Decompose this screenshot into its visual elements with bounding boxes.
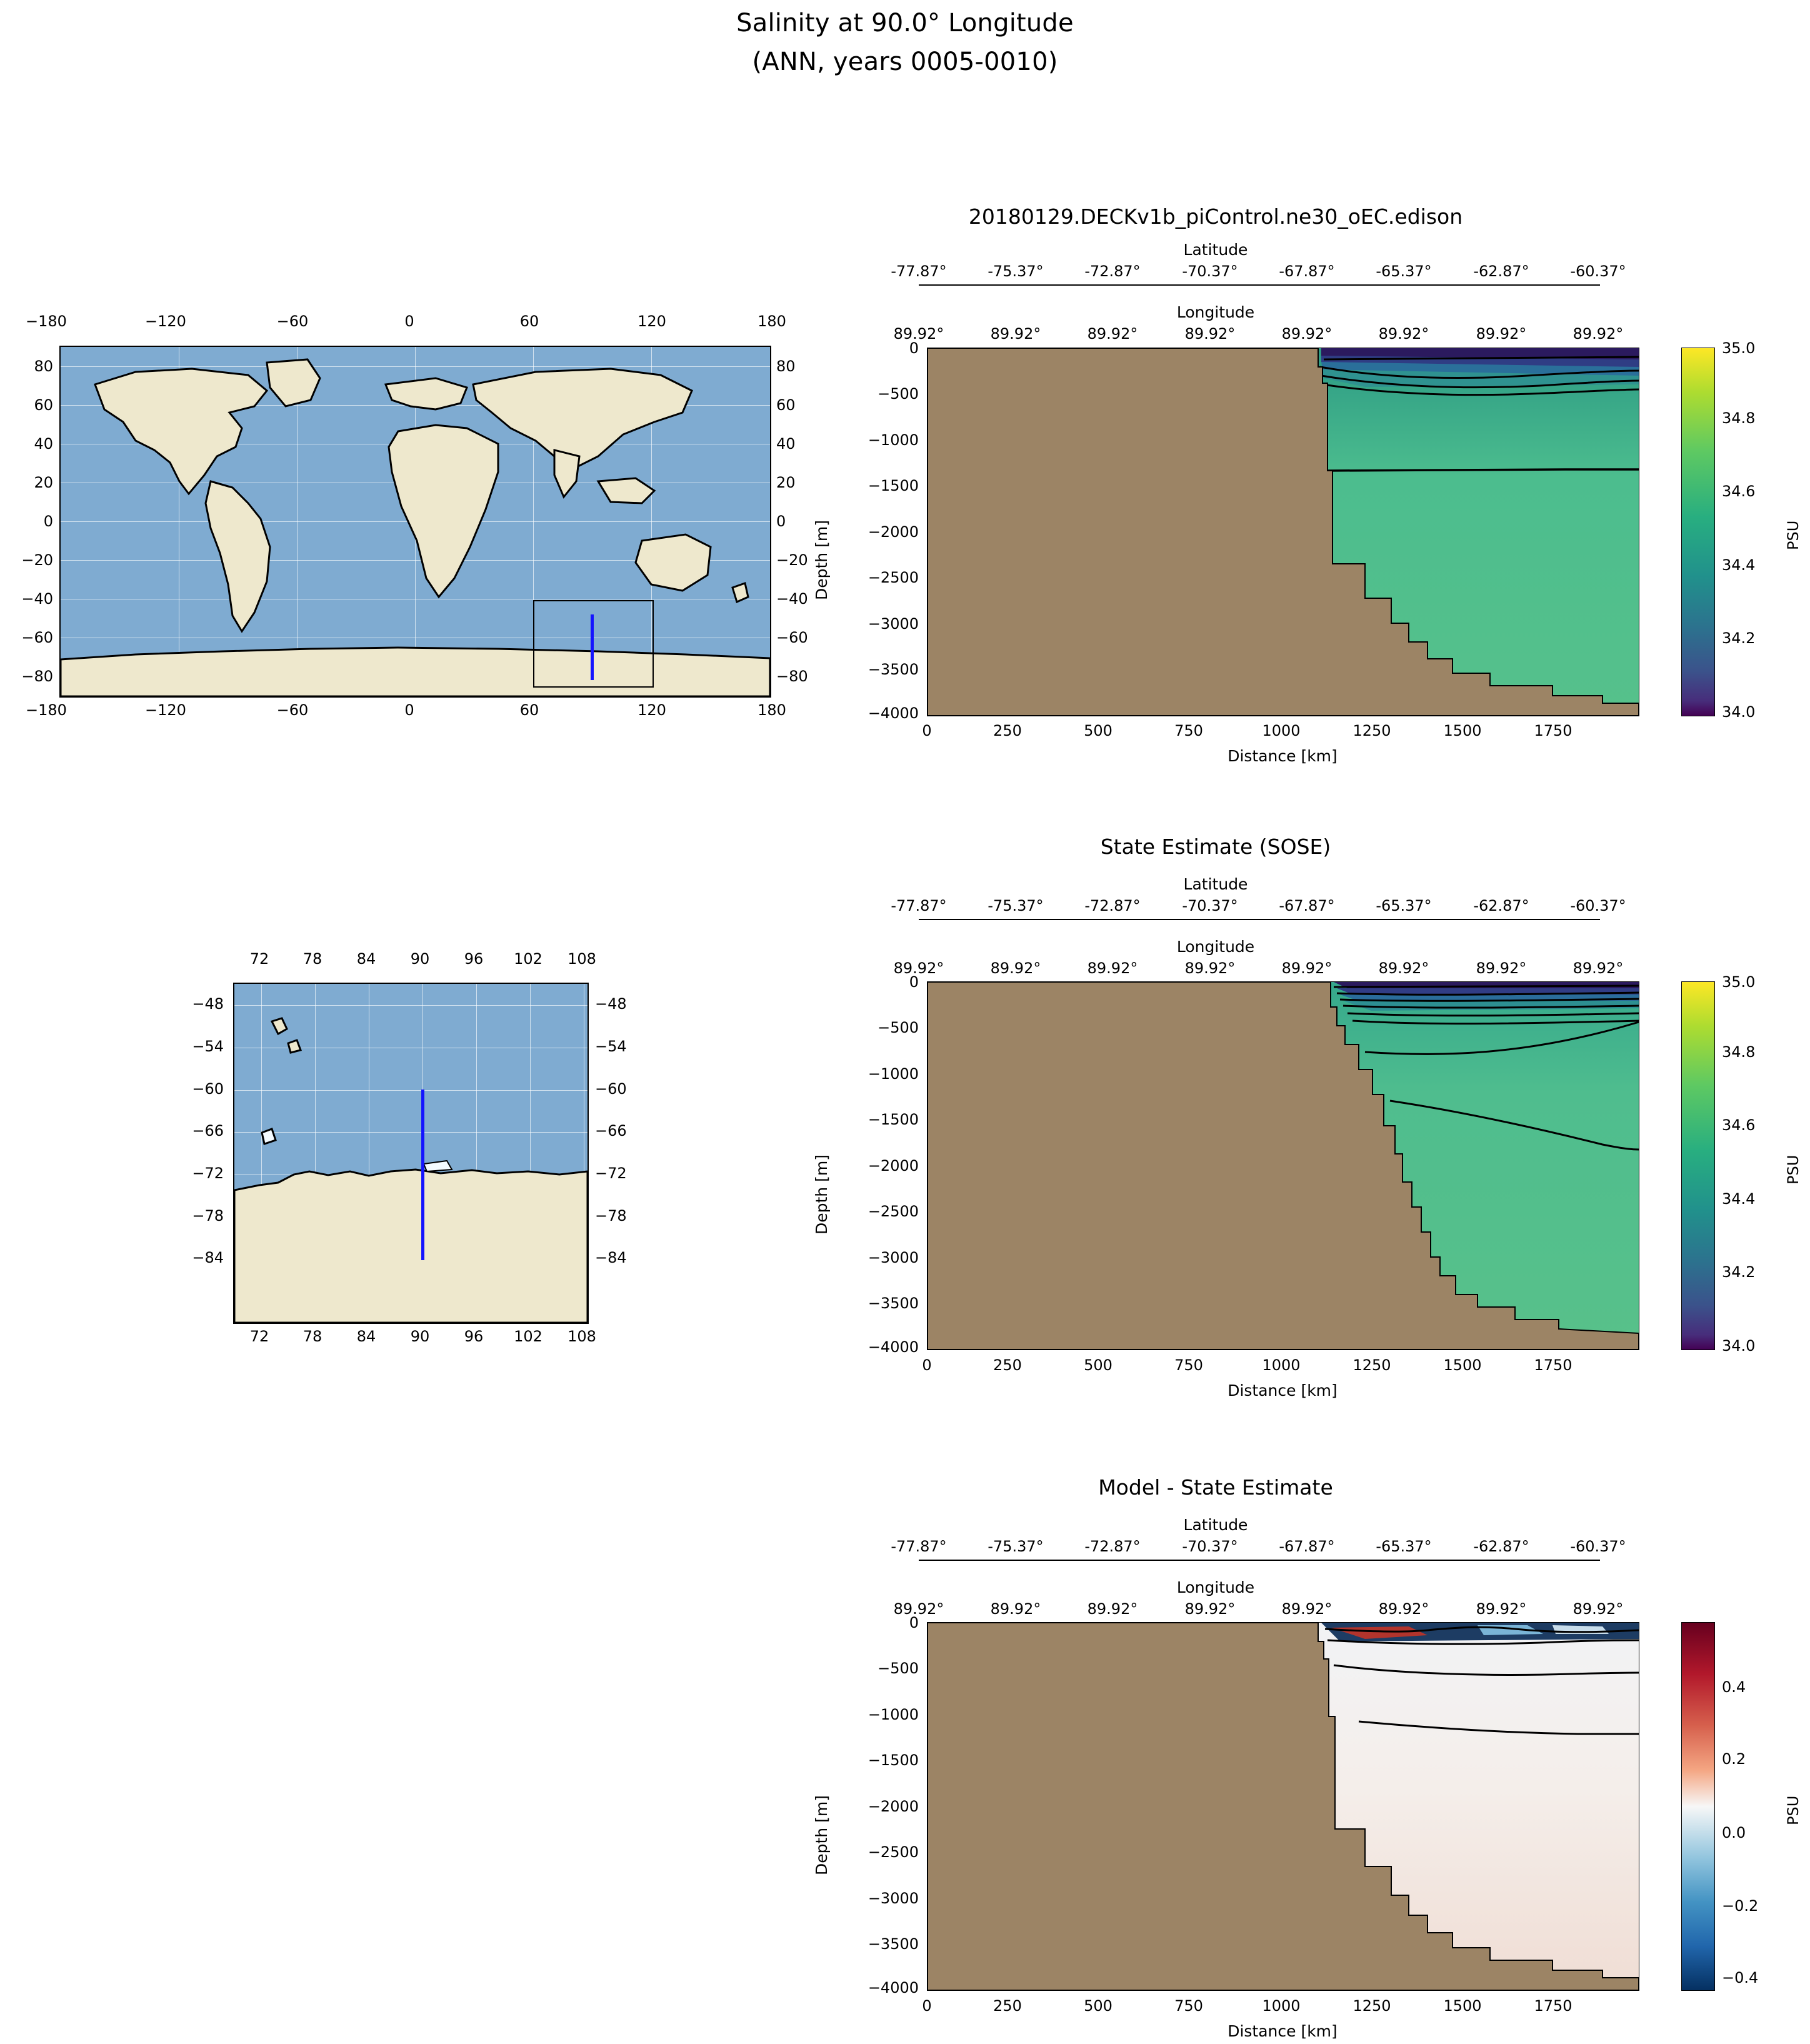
depth-tick: −4000 [868,704,919,722]
latitude-tick: -72.87° [1084,263,1141,280]
latitude-tick: -70.37° [1182,1538,1238,1555]
longitude-tick: 89.92° [1378,325,1429,343]
colorbar-tick: 34.4 [1722,556,1756,574]
colorbar [1681,1622,1715,1991]
region-map-ytick-left: −72 [192,1165,224,1182]
world-map-xtick-bottom: 0 [404,701,414,719]
region-map-coastlines [234,984,588,1323]
depth-tick: −500 [878,385,919,403]
world-map-ytick-left: −40 [21,590,53,608]
depth-tick: −3500 [868,1935,919,1953]
world-map-ytick-left: −20 [21,551,53,569]
world-map-ytick-left: 60 [34,396,53,414]
difference-cross-section-axes[interactable] [927,1622,1639,1991]
x-axis-label: Distance [km] [1228,2022,1338,2040]
depth-tick: 0 [909,1614,919,1631]
salinity-field [928,982,1639,1350]
region-map-frame[interactable] [233,983,589,1324]
colorbar-tick: 34.2 [1722,1263,1756,1281]
world-map-ytick-right: −80 [776,668,808,685]
longitude-tick: 89.92° [990,1600,1041,1618]
colorbar-tick: −0.2 [1722,1897,1759,1915]
distance-tick: 1000 [1262,722,1301,739]
panel-title: 20180129.DECKv1b_piControl.ne30_oEC.edison [968,204,1463,229]
region-map-xtick-top: 78 [302,950,322,968]
region-map-ytick-left: −54 [192,1038,224,1055]
colorbar-tick: 34.6 [1722,483,1756,500]
region-map-ytick-right: −60 [595,1080,627,1098]
depth-tick: −500 [878,1660,919,1677]
region-map-transect-line [421,1090,424,1260]
longitude-tick: 89.92° [1572,1600,1624,1618]
region-map-xtick-top: 90 [410,950,430,968]
region-map-ytick-right: −72 [595,1165,627,1182]
longitude-tick: 89.92° [1087,1600,1138,1618]
distance-tick: 1000 [1262,1997,1301,2015]
salinity-field [928,348,1639,716]
latitude-axis-line [919,284,1600,286]
region-map-xtick-bottom: 78 [302,1328,322,1345]
depth-tick: −2500 [868,1203,919,1220]
region-map-xtick-bottom: 96 [464,1328,484,1345]
distance-tick: 1250 [1352,1997,1391,2015]
distance-tick: 1750 [1534,1356,1572,1374]
colorbar-tick: 0.0 [1722,1824,1746,1841]
world-map-xtick-top: 180 [758,313,786,330]
colorbar-tick: 34.8 [1722,409,1756,427]
region-map-ytick-right: −66 [595,1122,627,1140]
latitude-tick: -60.37° [1570,1538,1626,1555]
region-map-xtick-bottom: 108 [568,1328,596,1345]
depth-tick: −3000 [868,615,919,633]
distance-tick: 0 [922,722,932,739]
distance-tick: 0 [922,1997,932,2015]
longitude-tick: 89.92° [1184,325,1236,343]
longitude-tick: 89.92° [893,1600,944,1618]
latitude-tick: -77.87° [891,897,947,914]
colorbar-tick: 0.2 [1722,1750,1746,1768]
model-cross-section-axes[interactable] [927,348,1639,716]
colorbar-tick: 34.0 [1722,703,1756,721]
latitude-tick: -62.87° [1473,263,1529,280]
distance-tick: 500 [1084,1356,1112,1374]
depth-tick: −3500 [868,661,919,678]
world-map-ytick-left: −60 [21,629,53,646]
latitude-tick: -70.37° [1182,263,1238,280]
world-map-ytick-left: 80 [34,358,53,375]
distance-tick: 1500 [1443,722,1482,739]
world-map-xtick-bottom: 120 [638,701,666,719]
depth-tick: −2500 [868,569,919,586]
latitude-tick: -72.87° [1084,897,1141,914]
region-map-xtick-bottom: 102 [514,1328,542,1345]
longitude-tick: 89.92° [1572,959,1624,977]
panel-title: State Estimate (SOSE) [1100,834,1331,859]
world-map-ytick-right: 40 [776,435,796,453]
region-map-ytick-left: −48 [192,995,224,1013]
region-map-xtick-top: 108 [568,950,596,968]
distance-tick: 1500 [1443,1997,1482,2015]
world-map-xtick-bottom: 180 [758,701,786,719]
longitude-tick: 89.92° [893,325,944,343]
x-axis-label: Distance [km] [1228,1381,1338,1400]
distance-tick: 1500 [1443,1356,1482,1374]
distance-tick: 1000 [1262,1356,1301,1374]
region-map-xtick-bottom: 84 [356,1328,376,1345]
depth-tick: −1000 [868,431,919,449]
depth-tick: −1000 [868,1706,919,1723]
depth-tick: −1500 [868,1751,919,1769]
longitude-tick: 89.92° [893,959,944,977]
depth-tick: −2000 [868,1157,919,1175]
distance-tick: 1250 [1352,1356,1391,1374]
longitude-tick: 89.92° [1281,959,1332,977]
world-map-xtick-top: −60 [276,313,309,330]
latitude-tick: -77.87° [891,1538,947,1555]
longitude-tick: 89.92° [1087,325,1138,343]
world-map-xtick-bottom: −120 [145,701,186,719]
latitude-tick: -67.87° [1279,897,1335,914]
depth-tick: −1500 [868,477,919,494]
world-map-ytick-right: 60 [776,396,796,414]
depth-tick: 0 [909,339,919,357]
top-axis-label: Latitude [1183,1516,1248,1534]
x-axis-label: Distance [km] [1228,747,1338,765]
colorbar-tick: 34.2 [1722,629,1756,647]
world-map-transect-line [591,614,594,680]
world-map-xtick-top: −180 [26,313,67,330]
world-map-ytick-right: 0 [776,513,786,530]
distance-tick: 1750 [1534,722,1572,739]
world-map-xtick-bottom: −60 [276,701,309,719]
world-map-ytick-left: 0 [43,513,53,530]
top-axis-label: Latitude [1183,875,1248,893]
latitude-tick: -67.87° [1279,263,1335,280]
region-map-ytick-left: −84 [192,1249,224,1266]
region-map-xtick-top: 102 [514,950,542,968]
depth-tick: −4000 [868,1979,919,1996]
longitude-tick: 89.92° [1281,325,1332,343]
latitude-axis-line [919,1560,1600,1561]
region-map-ytick-right: −54 [595,1038,627,1055]
colorbar-label: PSU [1784,1795,1802,1825]
depth-tick: −3500 [868,1295,919,1312]
region-map-xtick-bottom: 90 [410,1328,430,1345]
longitude-tick: 89.92° [1184,1600,1236,1618]
region-map-ytick-right: −78 [595,1207,627,1225]
colorbar-tick: 34.0 [1722,1337,1756,1355]
region-map-xtick-bottom: 72 [249,1328,269,1345]
distance-tick: 250 [993,722,1022,739]
distance-tick: 750 [1174,722,1203,739]
second-axis-label: Longitude [1176,303,1255,321]
longitude-tick: 89.92° [990,959,1041,977]
longitude-tick: 89.92° [1572,325,1624,343]
world-map-xtick-bottom: 60 [519,701,539,719]
region-map-xtick-top: 96 [464,950,484,968]
region-map-ytick-right: −84 [595,1249,627,1266]
colorbar-tick: 34.4 [1722,1190,1756,1208]
colorbar-tick: 34.6 [1722,1116,1756,1134]
depth-tick: −2500 [868,1843,919,1861]
colorbar [1681,348,1715,716]
longitude-tick: 89.92° [1087,959,1138,977]
latitude-tick: -60.37° [1570,897,1626,914]
depth-tick: −500 [878,1019,919,1036]
region-map-ytick-left: −60 [192,1080,224,1098]
longitude-tick: 89.92° [1476,1600,1527,1618]
colorbar [1681,981,1715,1350]
world-map-xtick-bottom: −180 [26,701,67,719]
difference-field [928,1623,1639,1990]
y-axis-label: Depth [m] [812,520,831,600]
sose-cross-section-axes[interactable] [927,981,1639,1350]
y-axis-label: Depth [m] [812,1155,831,1235]
y-axis-label: Depth [m] [812,1795,831,1875]
latitude-tick: -70.37° [1182,897,1238,914]
latitude-tick: -62.87° [1473,897,1529,914]
world-map-ytick-left: 40 [34,435,53,453]
figure-title-line2: (ANN, years 0005-0010) [752,48,1058,76]
distance-tick: 500 [1084,1997,1112,2015]
longitude-tick: 89.92° [1476,325,1527,343]
distance-tick: 0 [922,1356,932,1374]
world-map-frame[interactable] [59,346,771,698]
colorbar-tick: 35.0 [1722,973,1756,991]
world-map-xtick-top: −120 [145,313,186,330]
second-axis-label: Longitude [1176,1578,1255,1596]
region-map-xtick-top: 84 [356,950,376,968]
distance-tick: 500 [1084,722,1112,739]
world-map-ytick-right: −20 [776,551,808,569]
distance-tick: 1750 [1534,1997,1572,2015]
second-axis-label: Longitude [1176,938,1255,956]
distance-tick: 250 [993,1997,1022,2015]
world-map-ytick-right: 80 [776,358,796,375]
world-map-xtick-top: 60 [519,313,539,330]
figure-title-line1: Salinity at 90.0° Longitude [736,9,1074,38]
latitude-axis-line [919,919,1600,920]
world-map-ytick-right: −60 [776,629,808,646]
distance-tick: 750 [1174,1997,1203,2015]
world-map-xtick-top: 0 [404,313,414,330]
latitude-tick: -65.37° [1376,263,1432,280]
depth-tick: −2000 [868,1798,919,1815]
depth-tick: −1000 [868,1065,919,1083]
top-axis-label: Latitude [1183,241,1248,259]
world-map-ytick-left: −80 [21,668,53,685]
distance-tick: 750 [1174,1356,1203,1374]
latitude-tick: -65.37° [1376,1538,1432,1555]
world-map-ytick-left: 20 [34,474,53,491]
longitude-tick: 89.92° [1378,959,1429,977]
colorbar-label: PSU [1784,1155,1802,1185]
depth-tick: −2000 [868,523,919,541]
panel-title: Model - State Estimate [1098,1475,1333,1500]
depth-tick: −3000 [868,1249,919,1266]
depth-tick: −3000 [868,1890,919,1907]
longitude-tick: 89.92° [1184,959,1236,977]
colorbar-label: PSU [1784,520,1802,550]
latitude-tick: -75.37° [988,897,1044,914]
latitude-tick: -67.87° [1279,1538,1335,1555]
latitude-tick: -60.37° [1570,263,1626,280]
depth-tick: −1500 [868,1111,919,1128]
region-map-xtick-top: 72 [249,950,269,968]
region-map-ytick-left: −66 [192,1122,224,1140]
latitude-tick: -75.37° [988,263,1044,280]
world-map-ytick-right: 20 [776,474,796,491]
colorbar-tick: 0.4 [1722,1678,1746,1696]
colorbar-tick: 35.0 [1722,339,1756,357]
latitude-tick: -72.87° [1084,1538,1141,1555]
world-map-ytick-right: −40 [776,590,808,608]
longitude-tick: 89.92° [1378,1600,1429,1618]
latitude-tick: -77.87° [891,263,947,280]
depth-tick: −4000 [868,1338,919,1356]
latitude-tick: -75.37° [988,1538,1044,1555]
world-map-xtick-top: 120 [638,313,666,330]
region-map-ytick-left: −78 [192,1207,224,1225]
colorbar-tick: 34.8 [1722,1043,1756,1061]
depth-tick: 0 [909,973,919,991]
longitude-tick: 89.92° [1476,959,1527,977]
colorbar-tick: −0.4 [1722,1969,1759,1986]
latitude-tick: -62.87° [1473,1538,1529,1555]
distance-tick: 1250 [1352,722,1391,739]
distance-tick: 250 [993,1356,1022,1374]
latitude-tick: -65.37° [1376,897,1432,914]
longitude-tick: 89.92° [1281,1600,1332,1618]
region-map-ytick-right: −48 [595,995,627,1013]
world-map-coastlines [61,347,770,696]
longitude-tick: 89.92° [990,325,1041,343]
